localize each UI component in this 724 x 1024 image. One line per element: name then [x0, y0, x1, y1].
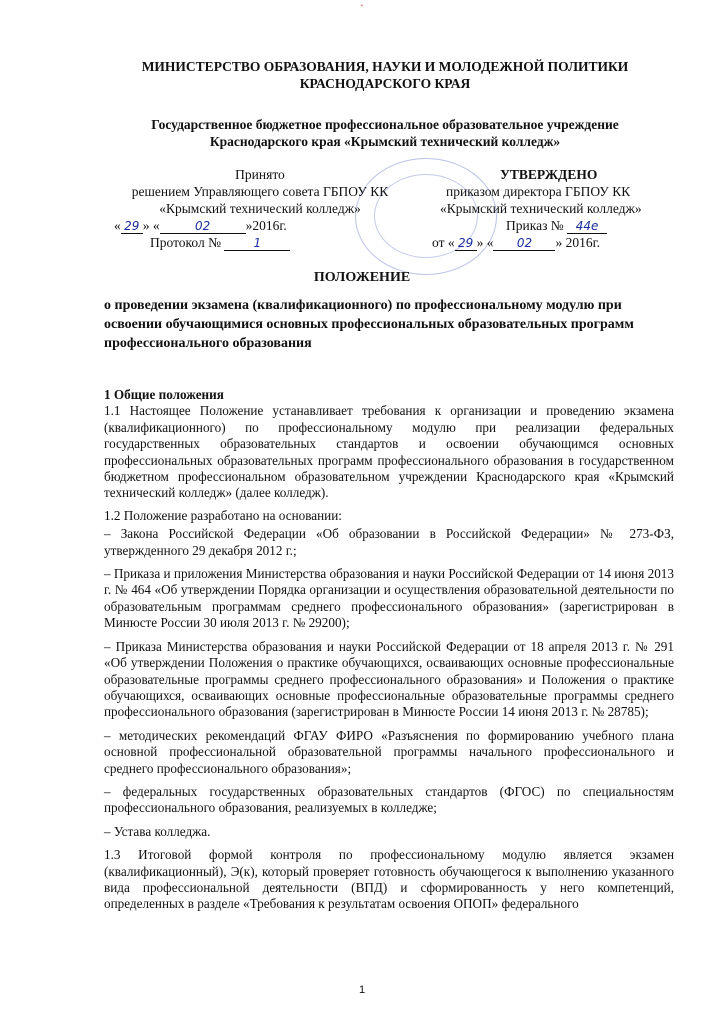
protocol-label: Протокол № — [150, 235, 221, 250]
ministry-line-2: КРАСНОДАРСКОГО КРАЯ — [299, 76, 471, 91]
approval-right-year: 2016г. — [565, 235, 600, 250]
institution-line-1: Государственное бюджетное профессиональное образовательное учреждение — [151, 117, 619, 132]
list-item: – Закона Российской Федерации «Об образовании в Российской Федерации» № 273-ФЗ, утвержденного 29 декабря 2012 г.; — [104, 526, 674, 558]
list-item: – методических рекомендаций ФГАУ ФИРО «Разъяснения по формированию учебного плана основной профессиональной образовательной программы начального профессионального и среднего профессионального образования»; — [104, 727, 674, 776]
paragraph-1-2: 1.2 Положение разработано на основании: — [104, 507, 342, 523]
institution-header — [100, 116, 670, 150]
approval-left-year: 2016г. — [252, 218, 287, 233]
approval-left-month: 02 — [160, 219, 246, 234]
institution-line-2: Краснодарского края «Крымский технический колледж» — [209, 134, 561, 149]
approval-left-line-1: решением Управляющего совета ГБПОУ КК — [131, 184, 389, 199]
paragraph-1-3: 1.3 Итоговой формой контроля по профессиональному модулю является экзамен (квалификационный), Э(к), который проверяет готовность обучающегося к выполнению указанного вида профессиональной деятельности (ВПД) и сформированность у него компетенций, определенных в разделе «Требования к результатам освоения ОПОП» федерального — [104, 847, 674, 912]
order-label: Приказ № — [506, 218, 564, 233]
approval-right-line-1: приказом директора ГБПОУ КК — [446, 184, 631, 199]
list-item: – Устава колледжа. — [104, 823, 211, 839]
approval-left-day: 29 — [121, 219, 143, 234]
section-1-heading: 1 Общие положения — [104, 387, 224, 402]
approval-left-title: Принято — [235, 167, 285, 182]
approval-right-line-2: «Крымский технический колледж» — [440, 201, 642, 216]
from-label: от — [432, 235, 445, 250]
approval-right-order — [400, 217, 700, 234]
document-body — [104, 387, 674, 919]
order-number: 44е — [567, 219, 607, 234]
approval-right-day: 29 — [455, 236, 477, 251]
approval-block-left — [110, 166, 410, 251]
approval-block-right — [400, 166, 700, 251]
page-number: 1 — [358, 984, 366, 996]
list-item: – Приказа и приложения Министерства образования и науки Российской Федерации от 14 июня 2013 г. № 464 «Об утверждении Порядка организации и осуществления образовательной деятельности по образовательным программам среднего профессионального образования» (зарегистрирован в Минюсте России 30 июля 2013 г. № 29200); — [104, 566, 674, 631]
list-item: – федеральных государственных образовательных стандартов (ФГОС) по специальностям профессионального образования, реализуемых в колледже; — [104, 783, 674, 816]
ministry-header — [100, 58, 670, 92]
paragraph-1-1: 1.1 Настоящее Положение устанавливает требования к организации и проведению экзамена (квалификационного) по профессиональному модулю при реализации федеральных государственных образовательных стандартов и освоении обучающимся основных профессиональных образовательных программ профессионального образования в государственном бюджетном профессиональном образовательном учреждении Краснодарского края «Крымский технический колледж» (далее колледж). — [104, 403, 674, 501]
approval-right-date: от « 29 » « 02 » 2016г. — [432, 235, 600, 250]
list-item: – Приказа Министерства образования и науки Российской Федерации от 18 апреля 2013 г. № 291 «Об утверждении Положения о практике обучающихся, осваивающих основные профессиональные образовательные программы среднего профессионального образования» и Положения о практике обучающихся, осваивающих основные профессиональные образовательные программы среднего профессионального образования (зарегистрирован в Минюсте России 14 июня 2013 г. № 28785); — [104, 638, 674, 720]
document-subject: о проведении экзамена (квалификационного) по профессиональному модулю при освоении обучающимися основных профессиональных образовательных программ профессионального образования — [104, 298, 634, 351]
approval-left-date: « 29 » « 02 »2016г. — [114, 218, 287, 233]
ministry-line-1: МИНИСТЕРСТВО ОБРАЗОВАНИЯ, НАУКИ И МОЛОДЕЖНОЙ ПОЛИТИКИ — [141, 59, 629, 74]
red-mark-icon: ` — [360, 2, 364, 16]
approval-left-protocol — [110, 234, 410, 251]
approval-left-line-2: «Крымский технический колледж» — [159, 201, 361, 216]
approval-right-month: 02 — [493, 236, 555, 251]
document-title: ПОЛОЖЕНИЕ — [313, 270, 411, 285]
approval-right-title: УТВЕРЖДЕНО — [500, 167, 598, 182]
protocol-number: 1 — [224, 236, 290, 251]
